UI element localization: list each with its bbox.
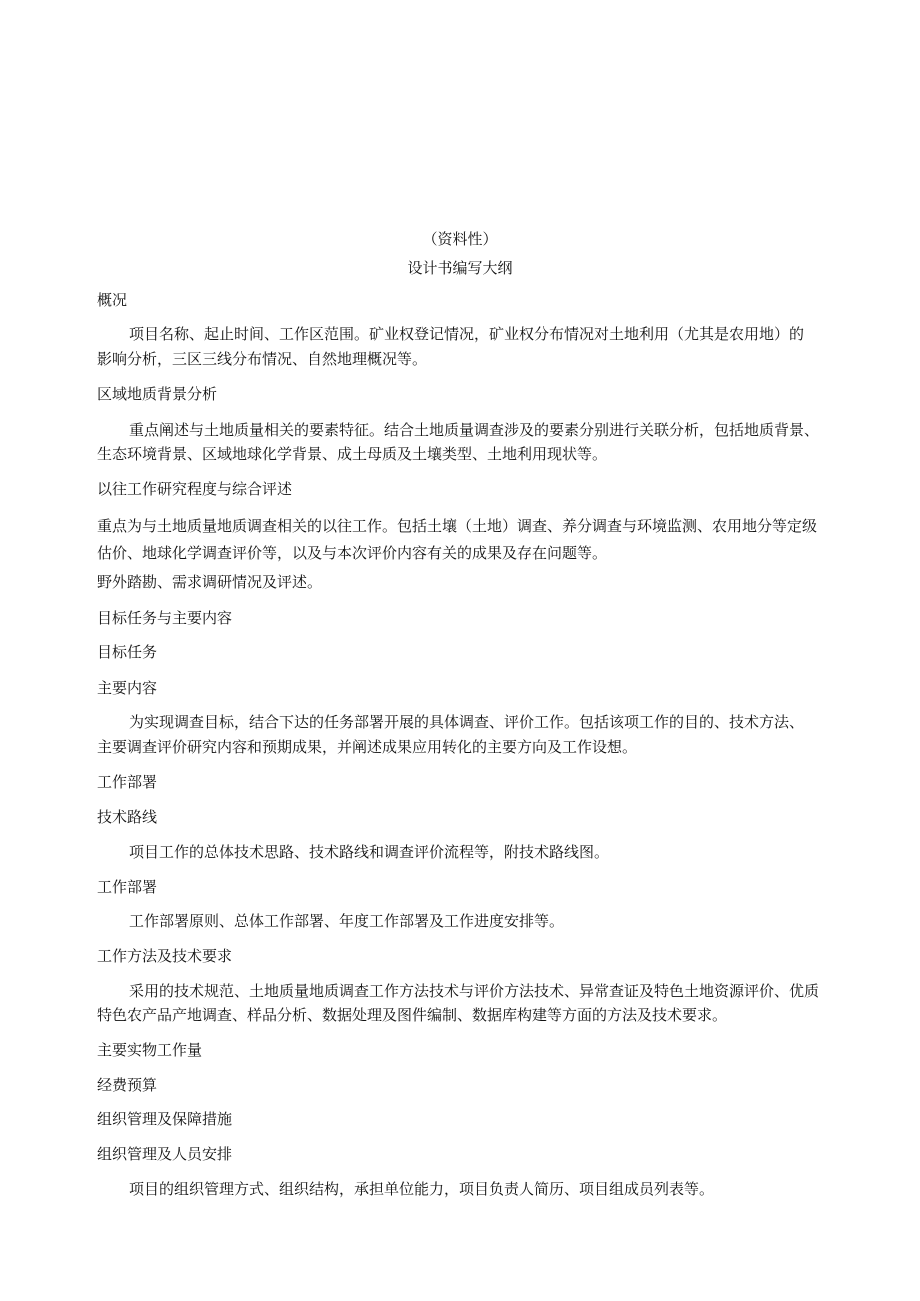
paragraph-line: 野外踏勘、需求调研情况及评述。 xyxy=(97,573,323,591)
subheading-technical-route: 技术路线 xyxy=(97,808,158,826)
section-heading-organization: 组织管理及保障措施 xyxy=(97,1110,233,1128)
subheading-target-tasks: 目标任务 xyxy=(97,643,158,661)
paragraph-line: 工作部署原则、总体工作部署、年度工作部署及工作进度安排等。 xyxy=(129,912,565,930)
paragraph-line: 项目的组织管理方式、组织结构，承担单位能力，项目负责人简历、项目组成员列表等。 xyxy=(129,1180,715,1198)
document-note: （资料性） xyxy=(422,230,498,248)
paragraph-line: 项目工作的总体技术思路、技术路线和调查评价流程等，附技术路线图。 xyxy=(129,843,610,861)
section-heading-geology: 区域地质背景分析 xyxy=(97,385,218,403)
paragraph-line: 项目名称、起止时间、工作区范围。矿业权登记情况，矿业权分布情况对土地利用（尤其是农用地）的 xyxy=(129,325,805,343)
subheading-staffing: 组织管理及人员安排 xyxy=(97,1145,233,1163)
document-title: 设计书编写大纲 xyxy=(407,259,513,277)
subheading-main-content: 主要内容 xyxy=(97,679,158,697)
paragraph-line: 为实现调查目标，结合下达的任务部署开展的具体调查、评价工作。包括该项工作的目的、技术方法、 xyxy=(129,713,805,731)
paragraph-line: 重点为与土地质量地质调查相关的以往工作。包括土壤（土地）调查、养分调查与环境监测、农用地分等定级 xyxy=(97,517,818,535)
section-heading-previous-work: 以往工作研究程度与综合评述 xyxy=(97,480,293,498)
paragraph-line: 采用的技术规范、土地质量地质调查工作方法技术与评价方法技术、异常查证及特色土地资源评价、优质 xyxy=(129,982,820,1000)
section-heading-objectives: 目标任务与主要内容 xyxy=(97,609,233,627)
section-heading-workload: 主要实物工作量 xyxy=(97,1041,203,1059)
paragraph-line: 估价、地球化学调查评价等，以及与本次评价内容有关的成果及存在问题等。 xyxy=(97,544,608,562)
section-heading-methods: 工作方法及技术要求 xyxy=(97,947,233,965)
paragraph-line: 主要调查评价研究内容和预期成果，并阐述成果应用转化的主要方向及工作设想。 xyxy=(97,738,638,756)
paragraph-line: 重点阐述与土地质量相关的要素特征。结合土地质量调查涉及的要素分别进行关联分析，包括地质背景、 xyxy=(129,421,820,439)
paragraph-line: 生态环境背景、区域地球化学背景、成土母质及土壤类型、土地利用现状等。 xyxy=(97,445,608,463)
paragraph-line: 特色农产品产地调查、样品分析、数据处理及图件编制、数据库构建等方面的方法及技术要求。 xyxy=(97,1006,728,1024)
section-heading-deployment: 工作部署 xyxy=(97,773,158,791)
paragraph-line: 影响分析，三区三线分布情况、自然地理概况等。 xyxy=(97,350,428,368)
subheading-work-deployment: 工作部署 xyxy=(97,878,158,896)
section-heading-overview: 概况 xyxy=(97,291,128,309)
section-heading-budget: 经费预算 xyxy=(97,1076,158,1094)
